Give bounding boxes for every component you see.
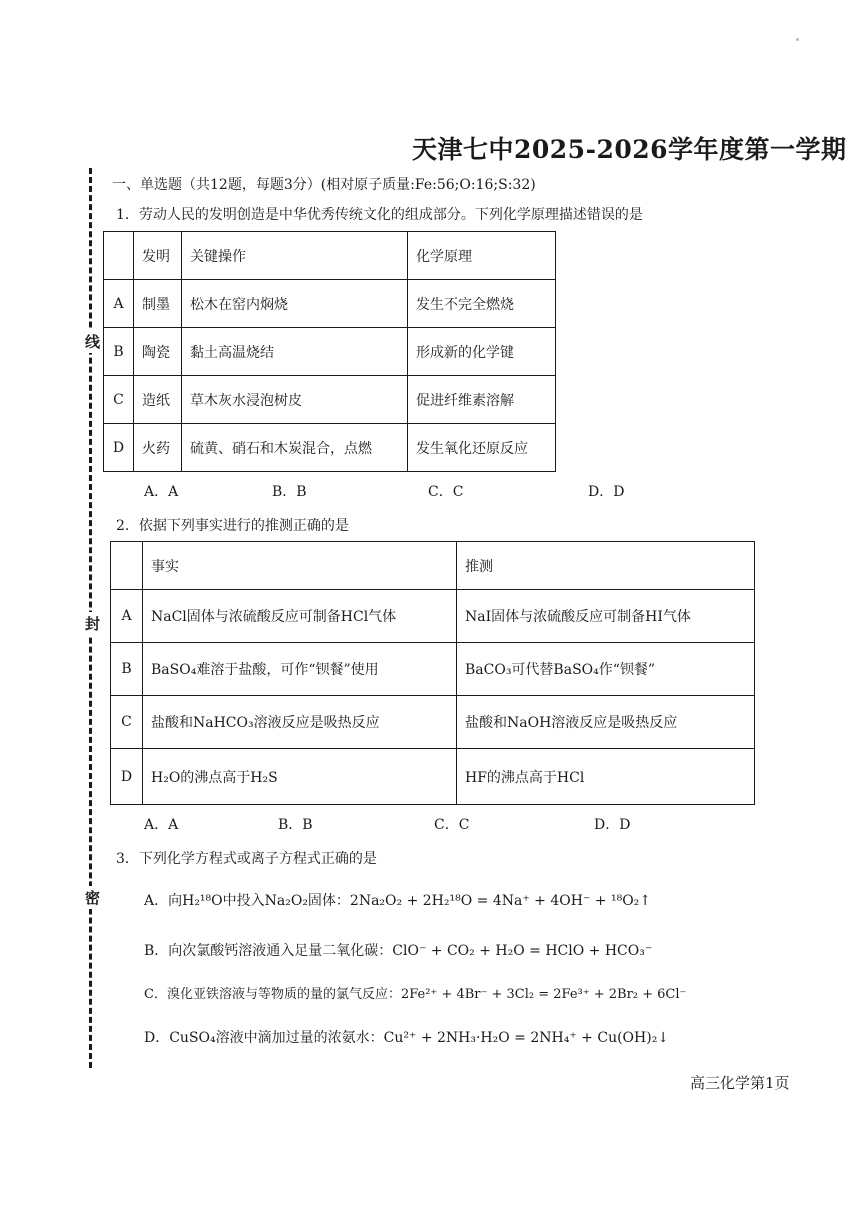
q1-header-invention: 发明 xyxy=(134,232,182,280)
q2-header-row xyxy=(111,542,755,590)
q2-option-c[interactable]: C．C xyxy=(434,817,470,833)
q1-options xyxy=(144,481,744,501)
table-row xyxy=(104,328,556,376)
q1-option-c[interactable]: C．C xyxy=(428,484,464,500)
row-letter: D xyxy=(111,749,143,805)
q3-choice-a[interactable]: A．向H₂¹⁸O中投入Na₂O₂固体：2Na₂O₂ + 2H₂¹⁸O = 4Na⁺ + 4OH⁻ + ¹⁸O₂↑ xyxy=(144,893,652,909)
cell-principle: 发生不完全燃烧 xyxy=(408,280,556,328)
cell-fact: NaCl固体与浓硫酸反应可制备HCl气体 xyxy=(143,590,457,643)
scan-speck xyxy=(796,38,799,41)
section-heading: 一、单选题（共12题，每题3分）(相对原子质量:Fe:56;O:16;S:32) xyxy=(112,177,536,193)
q3-stem: 3．下列化学方程式或离子方程式正确的是 xyxy=(116,851,377,867)
cell-operation: 硫黄、硝石和木炭混合，点燃 xyxy=(182,424,408,472)
q3-choice-c[interactable]: C．溴化亚铁溶液与等物质的量的氯气反应：2Fe²⁺ + 4Br⁻ + 3Cl₂ = 2Fe³⁺ + 2Br₂ + 6Cl⁻ xyxy=(144,987,687,1002)
q1-option-d[interactable]: D．D xyxy=(588,484,625,500)
cell-principle: 发生氧化还原反应 xyxy=(408,424,556,472)
row-letter: A xyxy=(111,590,143,643)
row-letter: C xyxy=(111,696,143,749)
q3-choice-b[interactable]: B．向次氯酸钙溶液通入足量二氧化碳：ClO⁻ + CO₂ + H₂O = HClO + HCO₃⁻ xyxy=(144,943,653,959)
q2-header-blank xyxy=(111,542,143,590)
cell-invention: 制墨 xyxy=(134,280,182,328)
q2-header-inference: 推测 xyxy=(457,542,755,590)
table-row xyxy=(111,696,755,749)
cell-operation: 草木灰水浸泡树皮 xyxy=(182,376,408,424)
cell-invention: 造纸 xyxy=(134,376,182,424)
table-row xyxy=(111,643,755,696)
page-footer: 高三化学第1页 xyxy=(690,1074,790,1092)
cell-fact: 盐酸和NaHCO₃溶液反应是吸热反应 xyxy=(143,696,457,749)
q2-header-fact: 事实 xyxy=(143,542,457,590)
cell-inference: NaI固体与浓硫酸反应可制备HI气体 xyxy=(457,590,755,643)
q1-option-b[interactable]: B．B xyxy=(272,484,307,500)
q1-header-principle: 化学原理 xyxy=(408,232,556,280)
q1-stem: 1．劳动人民的发明创造是中华优秀传统文化的组成部分。下列化学原理描述错误的是 xyxy=(116,207,643,223)
exam-title: 天津七中2025-2026学年度第一学期 xyxy=(412,135,847,164)
binding-char-xian: 线 xyxy=(78,330,102,353)
q2-table xyxy=(110,541,755,805)
cell-operation: 松木在窑内焖烧 xyxy=(182,280,408,328)
cell-inference: BaCO₃可代替BaSO₄作“钡餐” xyxy=(457,643,755,696)
cell-invention: 陶瓷 xyxy=(134,328,182,376)
cell-inference: 盐酸和NaOH溶液反应是吸热反应 xyxy=(457,696,755,749)
q2-option-a[interactable]: A．A xyxy=(144,817,179,833)
q1-header-operation: 关键操作 xyxy=(182,232,408,280)
q2-option-d[interactable]: D．D xyxy=(594,817,631,833)
q1-header-blank xyxy=(104,232,134,280)
row-letter: B xyxy=(104,328,134,376)
cell-invention: 火药 xyxy=(134,424,182,472)
q1-header-row xyxy=(104,232,556,280)
q2-options xyxy=(144,814,744,834)
cell-inference: HF的沸点高于HCl xyxy=(457,749,755,805)
q2-stem: 2．依据下列事实进行的推测正确的是 xyxy=(116,518,349,534)
q1-option-a[interactable]: A．A xyxy=(144,484,179,500)
table-row xyxy=(104,280,556,328)
row-letter: B xyxy=(111,643,143,696)
binding-char-feng: 封 xyxy=(78,612,102,635)
table-row xyxy=(104,376,556,424)
cell-fact: H₂O的沸点高于H₂S xyxy=(143,749,457,805)
table-row xyxy=(111,749,755,805)
binding-char-mi: 密 xyxy=(78,886,102,909)
cell-principle: 形成新的化学键 xyxy=(408,328,556,376)
table-row xyxy=(104,424,556,472)
cell-principle: 促进纤维素溶解 xyxy=(408,376,556,424)
cell-fact: BaSO₄难溶于盐酸，可作“钡餐”使用 xyxy=(143,643,457,696)
q2-option-b[interactable]: B．B xyxy=(278,817,313,833)
q3-choice-d[interactable]: D．CuSO₄溶液中滴加过量的浓氨水：Cu²⁺ + 2NH₃·H₂O = 2NH₄⁺ + Cu(OH)₂↓ xyxy=(144,1030,670,1046)
row-letter: C xyxy=(104,376,134,424)
row-letter: D xyxy=(104,424,134,472)
row-letter: A xyxy=(104,280,134,328)
q1-table xyxy=(103,231,556,472)
table-row xyxy=(111,590,755,643)
cell-operation: 黏土高温烧结 xyxy=(182,328,408,376)
